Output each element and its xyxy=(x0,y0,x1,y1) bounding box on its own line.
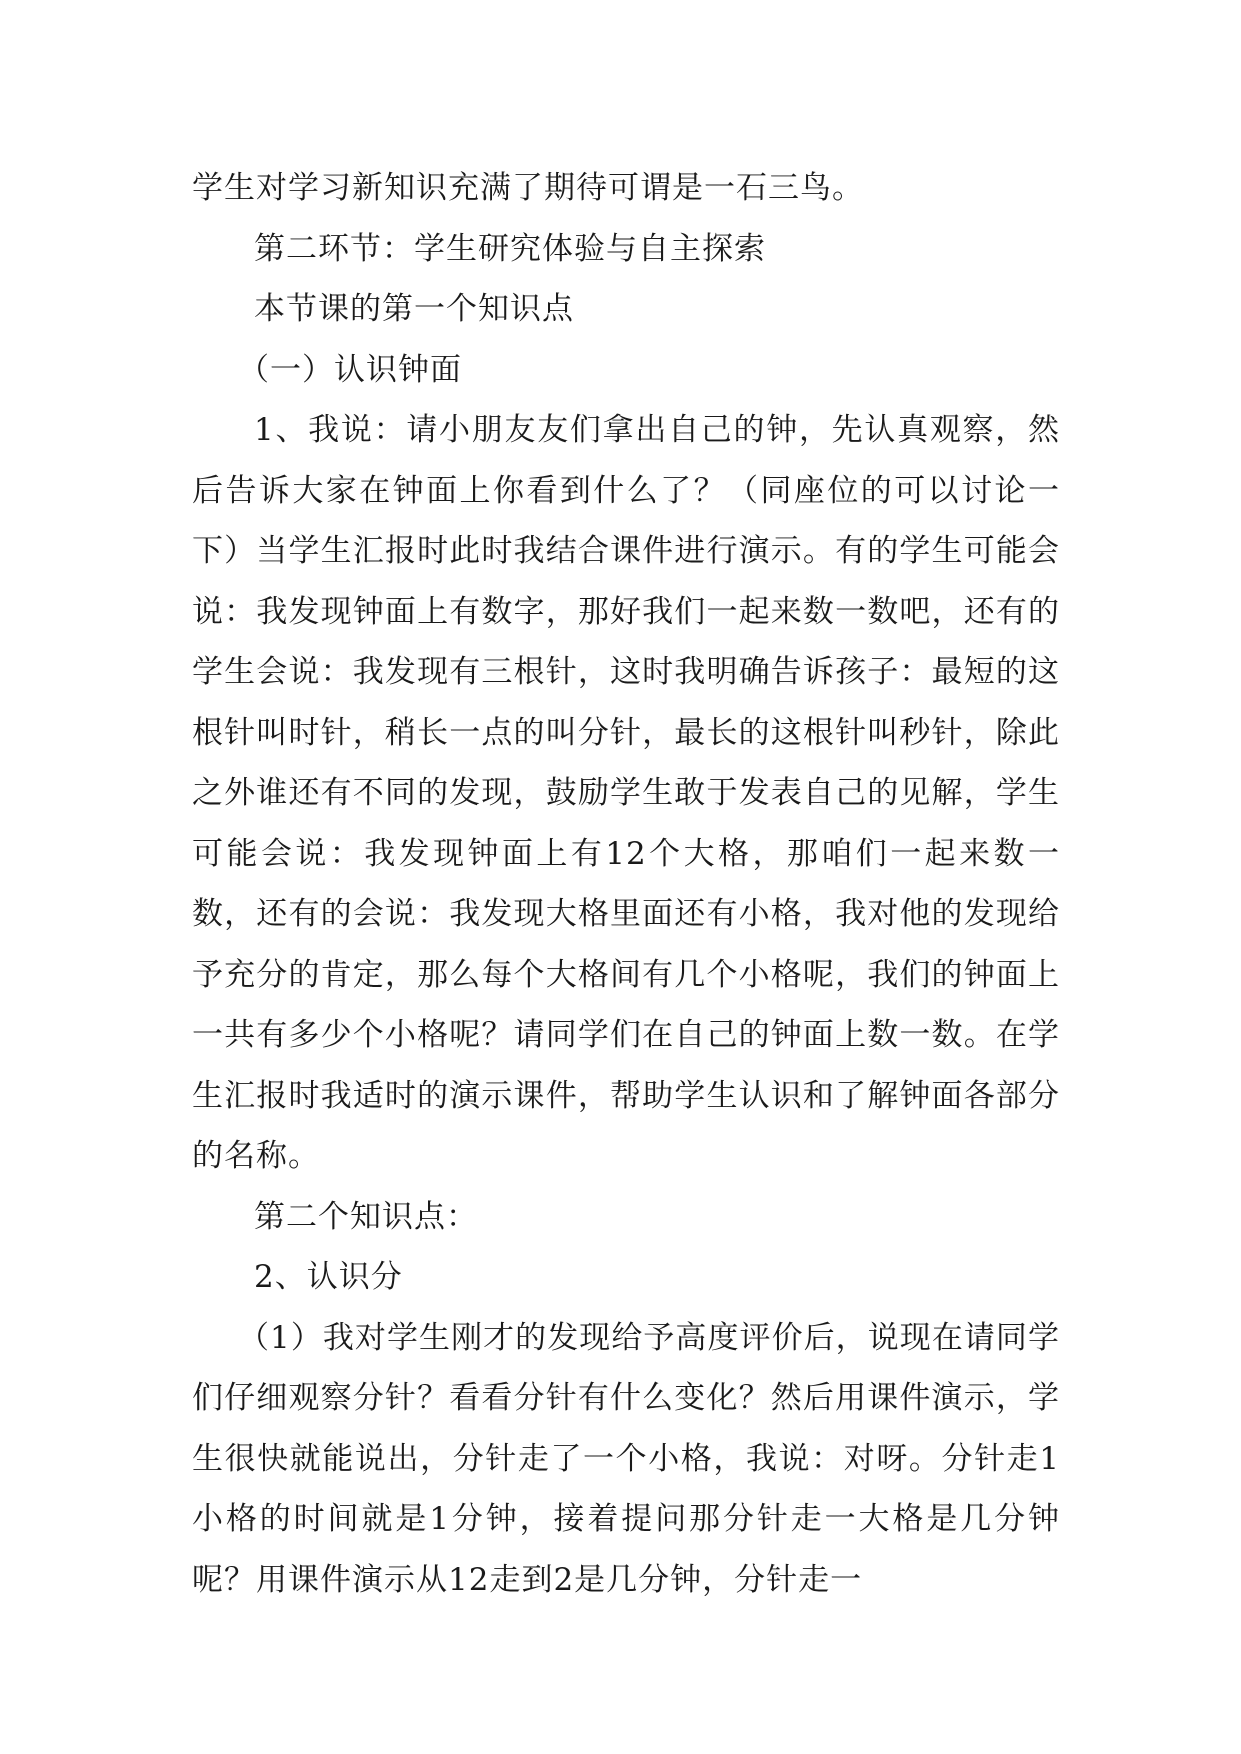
paragraph-minutes-body: （1）我对学生刚才的发现给予高度评价后，说现在请同学们仔细观察分针？看看分针有什么变化？然后用课件演示，学生很快就能说出，分针走了一个小格，我说：对呀。分针走1小格的时间就是1分钟，接着提问那分针走一大格是几分钟呢？用课件演示从12走到2是几分钟，分针走一 xyxy=(192,1319,1060,1598)
paragraph-1: 学生对学习新知识充满了期待可谓是一石三鸟。 xyxy=(192,170,864,206)
paragraph-subheading-clock-face: （一）认识钟面 xyxy=(238,351,462,388)
paragraph-subheading-minutes: 2、认识分 xyxy=(254,1259,403,1295)
paragraph-section-heading: 第二环节：学生研究体验与自主探索 xyxy=(254,230,766,267)
document-body xyxy=(192,158,1060,1610)
paragraph-knowledge-point-2: 第二个知识点： xyxy=(254,1198,478,1235)
paragraph-knowledge-point-1: 本节课的第一个知识点 xyxy=(254,291,574,327)
paragraph-clock-face-body: 1、我说：请小朋友友们拿出自己的钟，先认真观察，然后告诉大家在钟面上你看到什么了？（同座位的可以讨论一下）当学生汇报时此时我结合课件进行演示。有的学生可能会说：我发现钟面上有数字，那好我们一起来数一数吧，还有的学生会说：我发现有三根针，这时我明确告诉孩子：最短的这根针叫时针，稍长一点的叫分针，最长的这根针叫秒针，除此之外谁还有不同的发现，鼓励学生敢于发表自己的见解，学生可能会说：我发现钟面上有12个大格，那咱们一起来数一数，还有的会说：我发现大格里面还有小格，我对他的发现给予充分的肯定，那么每个大格间有几个小格呢，我们的钟面上一共有多少个小格呢？请同学们在自己的钟面上数一数。在学生汇报时我适时的演示课件，帮助学生认识和了解钟面各部分的名称。 xyxy=(192,412,1060,1174)
